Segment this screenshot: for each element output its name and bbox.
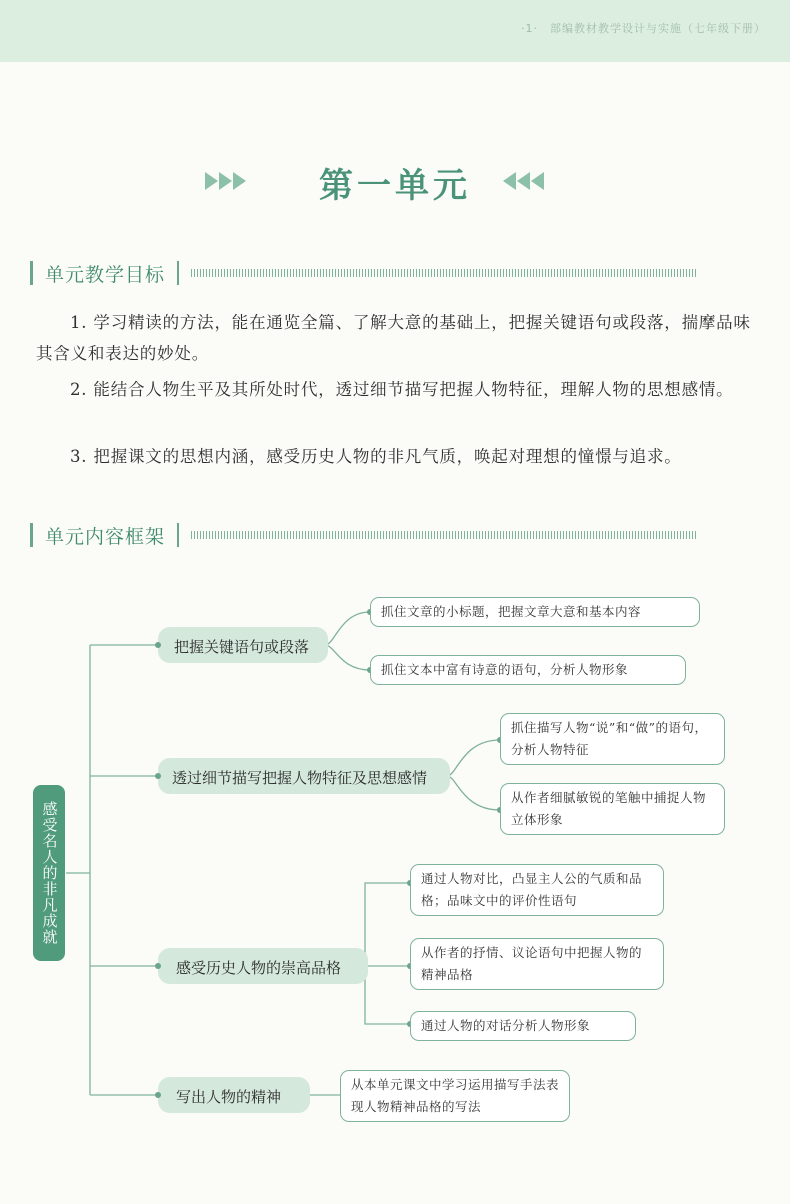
section-framework-label: 单元内容框架 <box>45 525 166 548</box>
leaf-3-3: 通过人物的对话分析人物形象 <box>410 1011 636 1041</box>
goal-item-2: 2. 能结合人物生平及其所处时代，透过细节描写把握人物特征，理解人物的思想感情。 <box>70 380 734 399</box>
leaf-1-2: 抓住文本中富有诗意的语句，分析人物形象 <box>370 655 686 685</box>
mindmap-root: 感受名人的非凡成就 <box>33 785 65 961</box>
branch-key-sentences: 把握关键语句或段落 <box>174 638 310 656</box>
leaf-2-1: 抓住描写人物“说”和“做”的语句，分析人物特征 <box>500 713 725 765</box>
goal-item-1: 1. 学习精读的方法，能在通览全篇、了解大意的基础上，把握关键语句或段落，揣摩品味其含义和表达的妙处。 <box>36 313 751 363</box>
leaf-2-2: 从作者细腻敏锐的笔触中捕捉人物立体形象 <box>500 783 725 835</box>
section-goals-label: 单元教学目标 <box>45 263 166 286</box>
branch-noble-character: 感受历史人物的崇高品格 <box>176 959 342 977</box>
running-head: ·1· 部编教材教学设计与实施（七年级下册） <box>521 22 766 35</box>
leaf-4-1: 从本单元课文中学习运用描写手法表现人物精神品格的写法 <box>340 1070 570 1122</box>
goal-item-3: 3. 把握课文的思想内涵，感受历史人物的非凡气质，唤起对理想的憧憬与追求。 <box>70 447 682 466</box>
leaf-1-1: 抓住文章的小标题，把握文章大意和基本内容 <box>370 597 700 627</box>
unit-title-text: 第一单元 <box>319 166 471 206</box>
branch-detail-description: 透过细节描写把握人物特征及思想感情 <box>172 769 428 787</box>
branch-write-spirit: 写出人物的精神 <box>176 1088 282 1106</box>
leaf-3-1: 通过人物对比，凸显主人公的气质和品格；品味文中的评价性语句 <box>410 864 664 916</box>
leaf-3-2: 从作者的抒情、议论语句中把握人物的精神品格 <box>410 938 664 990</box>
